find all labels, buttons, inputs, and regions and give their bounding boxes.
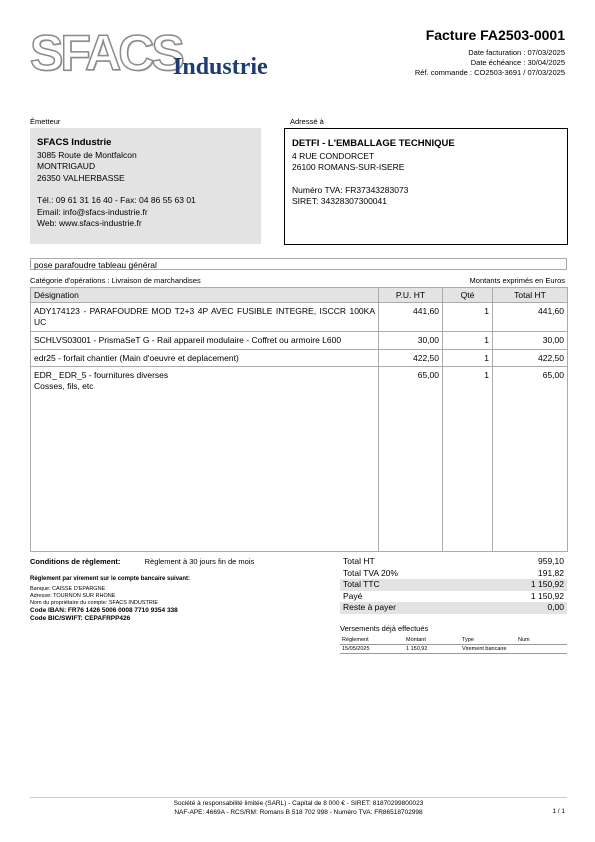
company-logo-subtitle: Industrie — [173, 54, 268, 80]
transfer-title: Règlement par virement sur le compte bancaire suivant: — [30, 576, 191, 582]
invoice-order-ref: Réf. commande : CO2503-3691 / 07/03/2025 — [414, 68, 565, 77]
total-tva-value: 191,82 — [538, 567, 564, 578]
emitter-address-2: MONTRIGAUD — [37, 161, 96, 171]
total-ht-value: 959,10 — [538, 556, 564, 566]
row-unit-price: 441,60 — [379, 303, 443, 332]
row-total: 422,50 — [493, 349, 568, 367]
row-designation: edr25 - forfait chantier (Main d'oeuvre et deplacement) — [31, 349, 379, 367]
remaining-label: Reste à payer — [343, 602, 396, 612]
row-unit-price: 30,00 — [379, 332, 443, 350]
footer-legal-2: NAF-APE: 4669A - RCS/RM: Romans B 518 702 998 - Numéro TVA: FR86518702998 — [174, 809, 423, 816]
emitter-web: Web: www.sfacs-industrie.fr — [37, 218, 142, 228]
footer — [30, 799, 567, 817]
payments-title: Versements déjà effectués — [340, 624, 429, 633]
row-unit-price: 65,00 — [379, 367, 443, 552]
row-total: 65,00 — [493, 367, 568, 552]
payments-header-num: Num — [516, 636, 567, 645]
emitter-box — [30, 128, 261, 244]
operation-category: Catégorie d'opérations : Livraison de marchandises — [30, 276, 201, 285]
row-unit-price: 422,50 — [379, 349, 443, 367]
iban: Code IBAN: FR76 1426 5006 0008 7710 9354 338 — [30, 607, 178, 614]
row-designation — [31, 367, 379, 552]
header-designation: Désignation — [31, 288, 379, 303]
invoice-subject: pose parafoudre tableau général — [30, 258, 567, 270]
recipient-box — [284, 128, 568, 245]
total-ttc-value: 1 150,92 — [530, 579, 564, 589]
bank-name: Banque: CAISSE D'EPARGNE — [30, 586, 106, 592]
emitter-address-1: 3085 Route de Montfalcon — [37, 149, 137, 160]
row-quantity: 1 — [443, 349, 493, 367]
table-row — [31, 303, 568, 332]
invoice-title: Facture FA2503-0001 — [425, 27, 565, 43]
table-header-row — [31, 288, 568, 303]
payment-conditions-value: Règlement à 30 jours fin de mois — [144, 557, 255, 566]
paid-row — [340, 591, 567, 603]
company-logo: SFACS — [30, 25, 182, 81]
footer-divider — [30, 797, 567, 798]
emitter-email: Email: info@sfacs-industrie.fr — [37, 206, 148, 217]
emitter-phone: Tél.: 09 61 31 16 40 - Fax: 04 86 55 63 01 — [37, 195, 196, 205]
recipient-address-1: 4 RUE CONDORCET — [292, 150, 375, 161]
emitter-label: Émetteur — [30, 117, 61, 126]
payment-conditions-label: Conditions de règlement: — [30, 557, 121, 566]
invoice-lines-table — [30, 287, 568, 552]
payment-amount: 1 150,92 — [404, 645, 460, 654]
footer-legal-1: Société à responsabilité limitée (SARL) - Capital de 8 000 € - SIRET: 81870299800023 — [173, 800, 424, 807]
payments-header-type: Type — [460, 636, 516, 645]
total-ttc-label: Total TTC — [343, 579, 380, 589]
bank-address: Adresse: TOURNON SUR RHONE — [30, 593, 116, 599]
recipient-siret: SIRET: 34328307300041 — [292, 196, 387, 206]
recipient-name: DETFI - L'EMBALLAGE TECHNIQUE — [292, 138, 455, 149]
total-ht-row — [340, 556, 567, 568]
row-designation-detail: Cosses, fils, etc — [34, 380, 94, 391]
total-ttc-row — [340, 579, 567, 591]
row-quantity: 1 — [443, 332, 493, 350]
account-owner: Nom du propriétaire du compte: SFACS INDUSTRIE — [30, 600, 159, 606]
row-designation: SCHLVS03001 - PrismaSeT G - Rail appareil modulaire - Coffret ou armoire L600 — [31, 332, 379, 350]
row-designation-main: EDR_ EDR_5 - fournitures diverses — [34, 370, 169, 380]
paid-label: Payé — [343, 590, 363, 601]
payments-header-amount: Montant — [404, 636, 460, 645]
header-quantity: Qté — [443, 288, 493, 303]
payment-date: 15/05/2025 — [340, 645, 404, 654]
invoice-meta — [415, 48, 565, 78]
totals-block — [340, 556, 567, 614]
row-total: 441,60 — [493, 303, 568, 332]
payment-num — [516, 645, 567, 654]
payments-header-date: Règlement — [340, 636, 404, 645]
table-row — [31, 349, 568, 367]
total-ht-label: Total HT — [343, 556, 375, 566]
payments-block — [340, 624, 567, 654]
table-row — [31, 332, 568, 350]
invoice-due-date: Date échéance : 30/04/2025 — [470, 58, 565, 67]
payments-header-row — [340, 636, 567, 645]
page-number: 1 / 1 — [552, 808, 565, 815]
header-total: Total HT — [493, 288, 568, 303]
bic: Code BIC/SWIFT: CEPAFRPP426 — [30, 615, 131, 622]
header-unit-price: P.U. HT — [379, 288, 443, 303]
emitter-address-3: 26350 VALHERBASSE — [37, 172, 125, 183]
row-total: 30,00 — [493, 332, 568, 350]
payments-table — [340, 636, 567, 654]
recipient-vat: Numéro TVA: FR37343283073 — [292, 184, 409, 195]
row-quantity: 1 — [443, 303, 493, 332]
table-row — [31, 367, 568, 552]
remaining-row — [340, 602, 567, 614]
row-quantity: 1 — [443, 367, 493, 552]
total-tva-row — [340, 568, 567, 580]
payments-row — [340, 645, 567, 654]
total-tva-label: Total TVA 20% — [343, 567, 398, 578]
row-designation: ADY174123 - PARAFOUDRE MOD T2+3 4P AVEC FUSIBLE INTEGRE, ISCCR 100KA UC — [31, 303, 379, 332]
recipient-label: Adressé à — [290, 117, 324, 126]
remaining-value: 0,00 — [547, 602, 564, 612]
recipient-address-2: 26100 ROMANS-SUR-ISERE — [292, 162, 405, 172]
payment-type: Virement bancaire — [460, 645, 516, 654]
invoice-date: Date facturation : 07/03/2025 — [468, 48, 565, 57]
emitter-name: SFACS Industrie — [37, 137, 112, 148]
payment-conditions — [30, 557, 254, 623]
paid-value: 1 150,92 — [530, 590, 564, 601]
currency-note: Montants exprimés en Euros — [469, 276, 565, 285]
